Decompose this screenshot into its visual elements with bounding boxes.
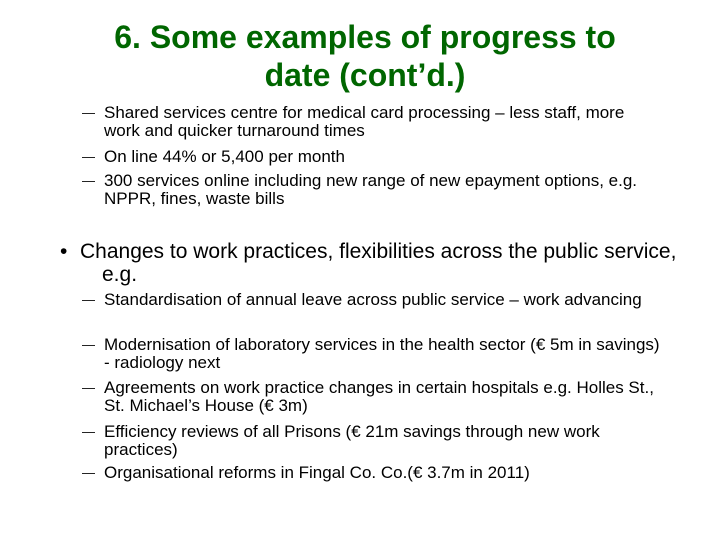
- sub-item-text: 300 services online including new range of new epayment options, e.g. NPPR, fines, waste bills: [104, 171, 638, 208]
- sub-item: [82, 335, 664, 372]
- dash-marker: —: [82, 105, 95, 120]
- sub-item: [82, 290, 664, 309]
- sub-item: [82, 422, 664, 459]
- bullet-marker: •: [60, 240, 68, 263]
- sub-item-text: On line 44% or 5,400 per month: [104, 147, 345, 166]
- dash-marker: —: [82, 380, 95, 395]
- bullet-text: Changes to work practices, flexibilities across the public service, e.g.: [80, 240, 677, 286]
- sub-item-text: Standardisation of annual leave across public service – work advancing: [104, 290, 642, 309]
- dash-marker: —: [82, 149, 95, 164]
- bullet-item: [60, 240, 680, 286]
- sub-item-text: Modernisation of laboratory services in the health sector (€ 5m in savings) - radiology next: [104, 335, 660, 372]
- sub-item: [82, 378, 664, 415]
- sub-item: [82, 103, 664, 140]
- sub-item: [82, 171, 664, 208]
- slide-title-line-2: date (cont’d.): [264, 57, 466, 93]
- dash-marker: —: [82, 292, 95, 307]
- sub-item: [82, 147, 664, 166]
- sub-item-text: Organisational reforms in Fingal Co. Co.(€ 3.7m in 2011): [104, 463, 530, 482]
- sub-item: [82, 463, 664, 482]
- slide-title-line-1: 6. Some examples of progress to: [114, 19, 616, 55]
- slide-title: [40, 18, 690, 94]
- sub-item-text: Shared services centre for medical card processing – less staff, more work and quicker turnaround times: [104, 103, 625, 140]
- sub-item-text: Agreements on work practice changes in certain hospitals e.g. Holles St., St. Michael’s House (€ 3m): [104, 378, 654, 415]
- dash-marker: —: [82, 424, 95, 439]
- dash-marker: —: [82, 465, 95, 480]
- sub-item-text: Efficiency reviews of all Prisons (€ 21m savings through new work practices): [104, 422, 600, 459]
- dash-marker: —: [82, 337, 95, 352]
- dash-marker: —: [82, 173, 95, 188]
